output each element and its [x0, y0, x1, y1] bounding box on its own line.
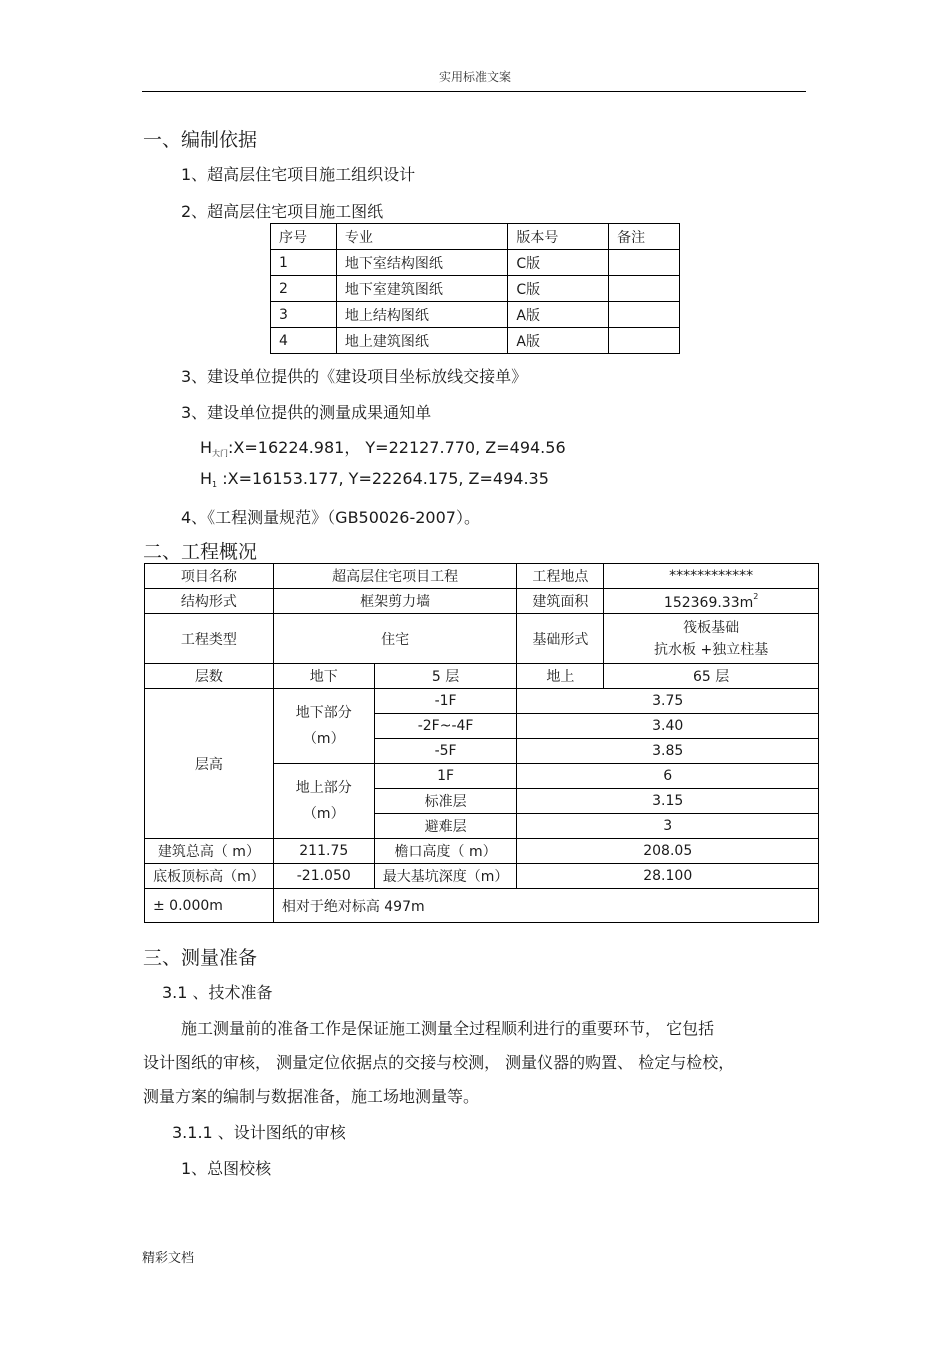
coord-value: :X=16153.177, Y=22264.175, Z=494.35	[217, 469, 549, 488]
table-cell: 超高层住宅项目工程	[273, 564, 517, 589]
table-cell: 地上建筑图纸	[336, 328, 508, 354]
table-row	[145, 689, 819, 714]
project-overview-table	[144, 563, 819, 923]
coord-subscript: 大门	[212, 449, 229, 458]
header-rule	[142, 91, 806, 92]
table-cell: ************	[604, 564, 819, 589]
table-header-cell: 版本号	[508, 224, 609, 250]
coord-subscript: 1	[212, 480, 218, 489]
table-cell: 结构形式	[145, 589, 274, 614]
area-superscript: 2	[753, 591, 759, 601]
coord-value: :X=16224.981， Y=22127.770, Z=494.56	[228, 438, 566, 457]
unit-label: （m）	[302, 731, 345, 747]
table-cell: 住宅	[273, 614, 517, 664]
table-cell: 1F	[374, 764, 517, 789]
table-cell: 3	[271, 302, 337, 328]
table-cell: 相对于绝对标高 497m	[273, 889, 818, 923]
section-1-heading: 一、编制依据	[143, 129, 258, 151]
table-cell: ± 0.000m	[145, 889, 274, 923]
table-row	[271, 302, 680, 328]
table-row	[145, 889, 819, 923]
table-cell: C版	[508, 250, 609, 276]
table-cell: 4	[271, 328, 337, 354]
table-header-cell: 序号	[271, 224, 337, 250]
subsection-3-1: 3.1 、技术准备	[162, 983, 273, 1002]
table-cell: A版	[508, 302, 609, 328]
table-cell	[604, 589, 819, 614]
table-cell: 基础形式	[517, 614, 604, 664]
drawings-table	[270, 223, 680, 354]
table-cell: 框架剪力墙	[273, 589, 517, 614]
coordinate-line-gate	[200, 435, 566, 459]
table-row	[271, 250, 680, 276]
table-cell: 28.100	[517, 864, 819, 889]
table-cell	[273, 764, 374, 839]
table-row	[145, 664, 819, 689]
table-cell: 1	[271, 250, 337, 276]
table-cell: 标准层	[374, 789, 517, 814]
coord-label: H	[200, 438, 213, 457]
table-row	[145, 864, 819, 889]
table-cell	[609, 250, 680, 276]
table-cell: 地下室建筑图纸	[336, 276, 508, 302]
basis-item-3a: 3、建设单位提供的《建设项目坐标放线交接单》	[181, 367, 528, 386]
table-cell: 3.15	[517, 789, 819, 814]
table-cell: 65 层	[604, 664, 819, 689]
table-cell: 211.75	[273, 839, 374, 864]
table-cell: 3.85	[517, 739, 819, 764]
basis-item-1: 1、超高层住宅项目施工组织设计	[181, 165, 416, 184]
basis-item-4: 4、《工程测量规范》（GB50026-2007）。	[181, 508, 480, 527]
part-label: 地下部分	[295, 705, 352, 721]
table-cell: 避难层	[374, 814, 517, 839]
table-row	[145, 564, 819, 589]
table-cell: 3.75	[517, 689, 819, 714]
foundation-line: 抗水板 +独立柱基	[654, 641, 769, 658]
table-cell	[609, 302, 680, 328]
table-cell	[273, 689, 374, 764]
table-cell: 层高	[145, 689, 274, 839]
coordinate-line-h1	[200, 469, 549, 489]
table-cell: C版	[508, 276, 609, 302]
basis-item-2: 2、超高层住宅项目施工图纸	[181, 202, 384, 221]
table-cell: 建筑总高（ m）	[145, 839, 274, 864]
table-row	[145, 839, 819, 864]
table-cell: 层数	[145, 664, 274, 689]
table-cell: 3	[517, 814, 819, 839]
foundation-line: 筏板基础	[683, 619, 740, 636]
list-item: 1、总图校核	[181, 1159, 272, 1178]
table-header-cell: 专业	[336, 224, 508, 250]
table-row	[271, 328, 680, 354]
table-cell: 2	[271, 276, 337, 302]
table-cell: -2F~-4F	[374, 714, 517, 739]
paragraph-line: 测量方案的编制与数据准备，施工场地测量等。	[143, 1087, 480, 1106]
table-cell: 项目名称	[145, 564, 274, 589]
coord-label: H	[200, 469, 213, 488]
table-row	[271, 276, 680, 302]
table-cell: 地上	[517, 664, 604, 689]
basis-item-3b: 3、建设单位提供的测量成果通知单	[181, 403, 432, 422]
table-row	[145, 614, 819, 664]
table-header-cell: 备注	[609, 224, 680, 250]
table-cell	[609, 328, 680, 354]
table-cell: 地下	[273, 664, 374, 689]
table-row	[145, 589, 819, 614]
table-cell: 最大基坑深度（m）	[374, 864, 517, 889]
unit-label: （m）	[302, 806, 345, 822]
subsection-3-1-1: 3.1.1 、设计图纸的审核	[172, 1123, 346, 1142]
table-cell: 208.05	[517, 839, 819, 864]
table-header-row	[271, 224, 680, 250]
table-cell: 地下室结构图纸	[336, 250, 508, 276]
table-cell: 地上结构图纸	[336, 302, 508, 328]
table-cell: 3.40	[517, 714, 819, 739]
paragraph-line: 施工测量前的准备工作是保证施工测量全过程顺利进行的重要环节， 它包括	[181, 1019, 715, 1038]
table-cell	[604, 614, 819, 664]
table-cell: -5F	[374, 739, 517, 764]
table-cell: 工程地点	[517, 564, 604, 589]
area-value: 152369.33m	[663, 594, 754, 611]
page-header: 实用标准文案	[438, 70, 511, 84]
table-cell: -1F	[374, 689, 517, 714]
table-cell: 建筑面积	[517, 589, 604, 614]
section-3-heading: 三、测量准备	[143, 947, 258, 969]
table-cell: A版	[508, 328, 609, 354]
table-cell: 5 层	[374, 664, 517, 689]
paragraph-line: 设计图纸的审核， 测量定位依据点的交接与校测， 测量仪器的购置、 检定与检校，	[143, 1053, 735, 1072]
table-cell: 檐口高度（ m）	[374, 839, 517, 864]
table-cell: 工程类型	[145, 614, 274, 664]
section-2-heading: 二、工程概况	[143, 541, 258, 563]
table-cell: 6	[517, 764, 819, 789]
table-cell: 底板顶标高（m）	[145, 864, 274, 889]
table-cell	[609, 276, 680, 302]
part-label: 地上部分	[295, 780, 352, 796]
table-cell: -21.050	[273, 864, 374, 889]
page-footer: 精彩文档	[142, 1251, 195, 1266]
